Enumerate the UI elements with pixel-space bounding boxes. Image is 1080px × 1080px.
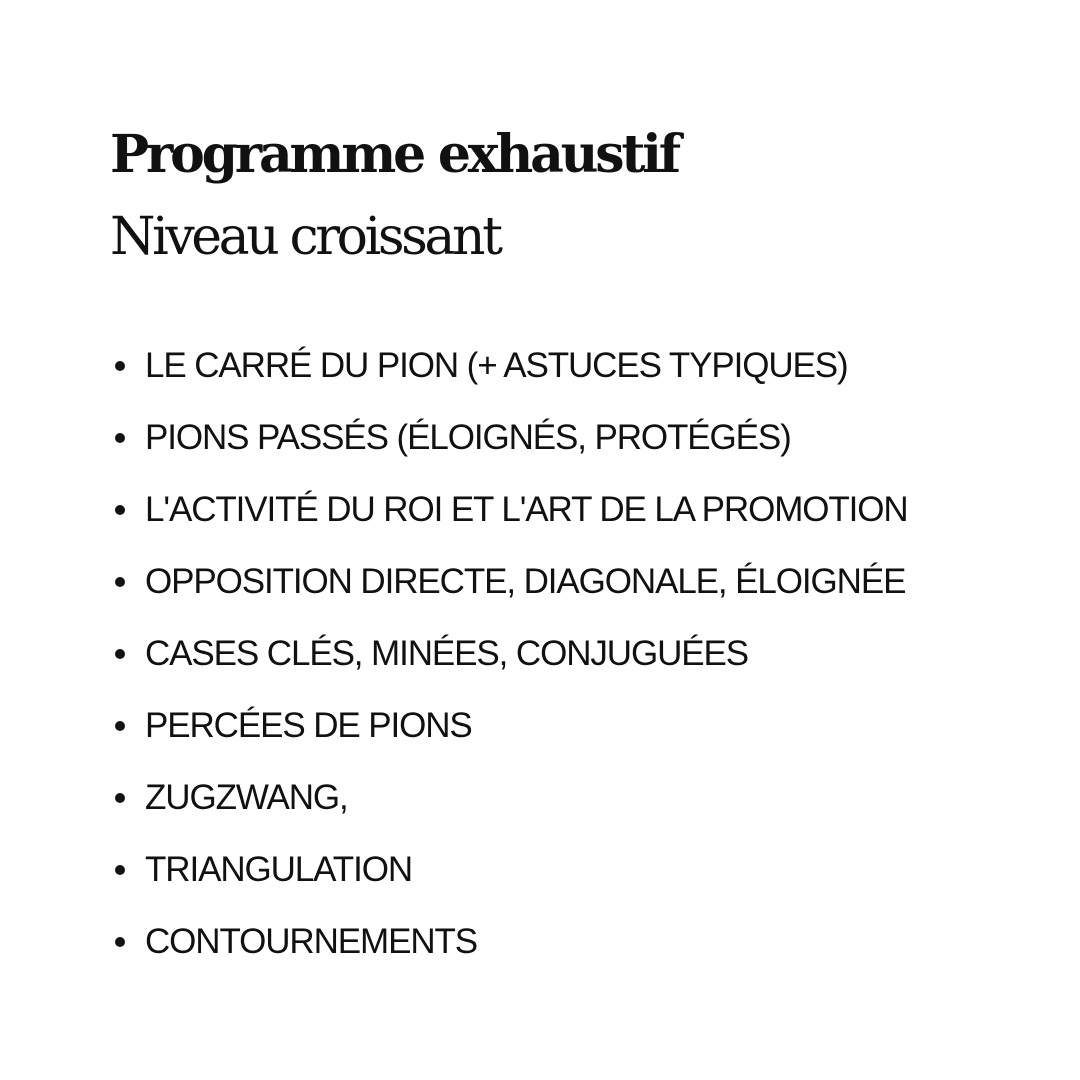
- bullet-icon: [115, 361, 125, 371]
- list-item: [110, 330, 908, 402]
- list-item: [110, 906, 908, 978]
- list-item-text: PERCÉES DE PIONS: [145, 706, 472, 745]
- list-item-text: ZUGZWANG,: [145, 778, 348, 817]
- list-item-text: CONTOURNEMENTS: [145, 922, 478, 961]
- list-item-text: PIONS PASSÉS (ÉLOIGNÉS, PROTÉGÉS): [145, 418, 791, 457]
- bullet-icon: [115, 721, 125, 731]
- topic-list: [110, 330, 908, 978]
- list-item-text: LE CARRÉ DU PION (+ ASTUCES TYPIQUES): [145, 346, 848, 385]
- bullet-icon: [115, 937, 125, 947]
- bullet-icon: [115, 793, 125, 803]
- bullet-icon: [115, 649, 125, 659]
- list-item-text: L'ACTIVITÉ DU ROI ET L'ART DE LA PROMOTION: [145, 490, 908, 529]
- list-item: [110, 834, 908, 906]
- list-item-text: TRIANGULATION: [145, 850, 413, 889]
- page-title: Programme exhaustif: [110, 124, 678, 185]
- list-item: [110, 474, 908, 546]
- list-item-text: CASES CLÉS, MINÉES, CONJUGUÉES: [145, 634, 748, 673]
- list-item: [110, 402, 908, 474]
- bullet-icon: [115, 865, 125, 875]
- bullet-icon: [115, 577, 125, 587]
- bullet-icon: [115, 505, 125, 515]
- list-item: [110, 690, 908, 762]
- list-item: [110, 762, 908, 834]
- page-subtitle: Niveau croissant: [110, 207, 500, 267]
- list-item-text: OPPOSITION DIRECTE, DIAGONALE, ÉLOIGNÉE: [145, 562, 906, 601]
- list-item: [110, 618, 908, 690]
- list-item: [110, 546, 908, 618]
- bullet-icon: [115, 433, 125, 443]
